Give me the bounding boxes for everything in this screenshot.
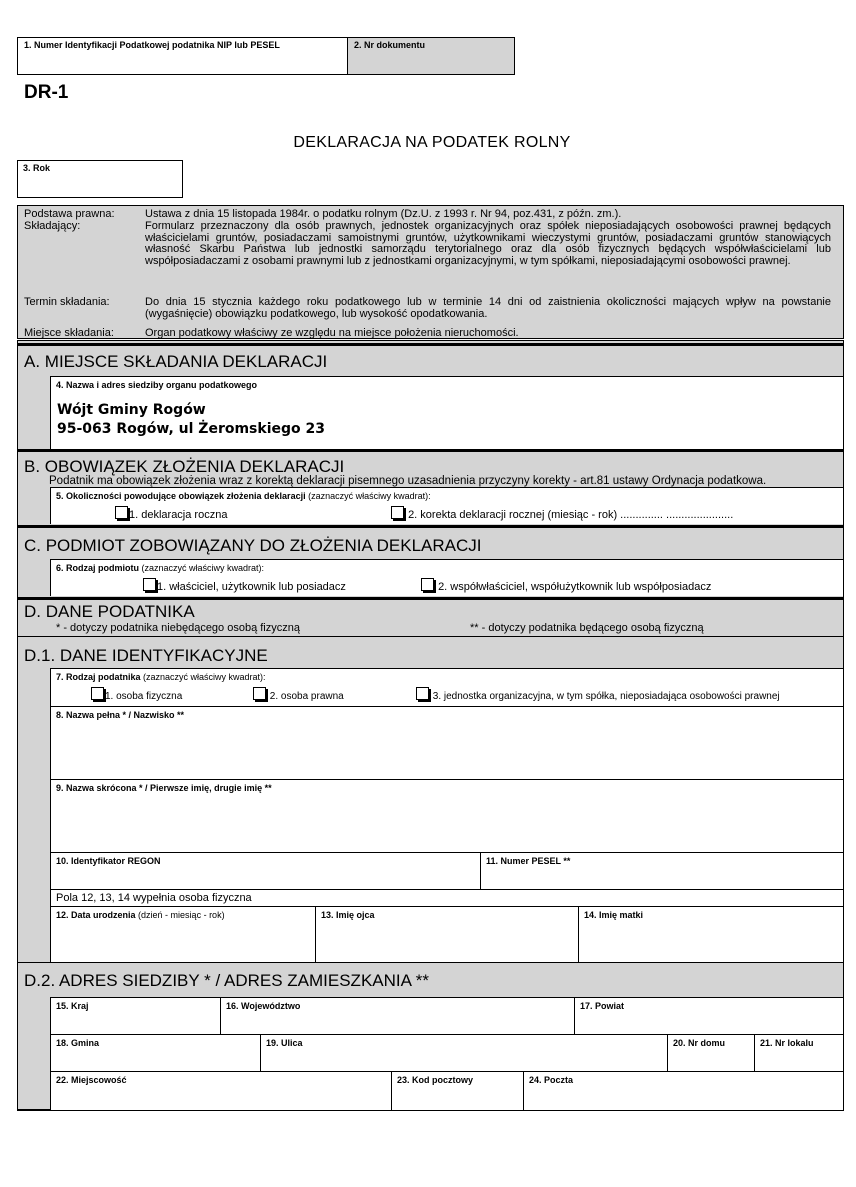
checkbox-icon[interactable] xyxy=(91,687,104,700)
info-box xyxy=(17,205,844,339)
option-organization[interactable]: 3. jednostka organizacyjna, w tym spółka, nieposiadająca osobowości prawnej xyxy=(416,687,780,702)
section-d2-title: D.2. ADRES SIEDZIBY * / ADRES ZAMIESZKANIA ** xyxy=(24,971,429,990)
note-non-natural: * - dotyczy podatnika niebędącego osobą fizyczną xyxy=(56,622,300,634)
section-d1-rule xyxy=(17,636,844,637)
year-label: 3. Rok xyxy=(23,163,51,173)
natural-person-note-row xyxy=(50,889,844,906)
pesel-field[interactable] xyxy=(480,852,844,889)
street-field[interactable] xyxy=(260,1034,667,1071)
county-field[interactable] xyxy=(574,997,844,1034)
street-label: 19. Ulica xyxy=(266,1038,303,1048)
voivodeship-label: 16. Województwo xyxy=(226,1001,301,1011)
short-name-label: 9. Nazwa skrócona * / Pierwsze imię, drugie imię ** xyxy=(56,783,272,793)
page-title: DEKLARACJA NA PODATEK ROLNY xyxy=(293,134,571,151)
form-frame-right xyxy=(843,340,844,1111)
checkbox-icon[interactable] xyxy=(416,687,429,700)
apartment-number-label: 21. Nr lokalu xyxy=(760,1038,814,1048)
place-text: Organ podatkowy właściwy ze względu na miejsce położenia nieruchomości. xyxy=(145,327,519,339)
section-c-rule xyxy=(17,525,844,528)
mother-name-label: 14. Imię matki xyxy=(584,910,644,920)
short-name-field[interactable] xyxy=(50,779,844,852)
nip-label: 1. Numer Identyfikacji Podatkowej podatnika NIP lub PESEL xyxy=(24,40,280,50)
entity-type-field xyxy=(50,559,844,596)
office-address: 95-063 Rogów, ul Żeromskiego 23 xyxy=(57,421,325,437)
checkbox-icon[interactable] xyxy=(115,506,128,519)
section-d-rule xyxy=(17,597,844,600)
regon-field[interactable] xyxy=(50,852,480,889)
form-frame-bottom xyxy=(17,1110,844,1111)
office-field[interactable] xyxy=(50,376,844,449)
taxpayer-type-field xyxy=(50,668,844,706)
full-name-label: 8. Nazwa pełna * / Nazwisko ** xyxy=(56,710,185,720)
birth-date-field[interactable] xyxy=(50,906,315,962)
circumstances-label: 5. Okoliczności powodujące obowiązek złożenia deklaracji (zaznaczyć właściwy kwadrat): xyxy=(56,491,431,501)
section-d-title: D. DANE PODATNIKA xyxy=(24,602,195,621)
option-correction[interactable]: 2. korekta deklaracji rocznej (miesiąc - rok) .............. ...................... xyxy=(391,506,733,521)
section-b-title: B. OBOWIĄZEK ZŁOŻENIA DEKLARACJI xyxy=(24,457,345,476)
deadline-label: Termin składania: xyxy=(24,296,110,308)
country-label: 15. Kraj xyxy=(56,1001,89,1011)
section-c-title: C. PODMIOT ZOBOWIĄZANY DO ZŁOŻENIA DEKLARACJI xyxy=(24,536,482,555)
option-natural-person[interactable]: 1. osoba fizyczna xyxy=(91,687,182,702)
country-field[interactable] xyxy=(50,997,220,1034)
father-name-label: 13. Imię ojca xyxy=(321,910,375,920)
option-legal-person[interactable]: 2. osoba prawna xyxy=(253,687,344,702)
option-owner[interactable]: 1. właściciel, użytkownik lub posiadacz xyxy=(143,578,346,593)
entity-type-label: 6. Rodzaj podmiotu (zaznaczyć właściwy kwadrat): xyxy=(56,563,265,573)
note-natural: ** - dotyczy podatnika będącego osobą fizyczną xyxy=(470,622,704,634)
postal-code-label: 23. Kod pocztowy xyxy=(397,1075,474,1085)
postal-code-field[interactable] xyxy=(391,1071,523,1110)
checkbox-icon[interactable] xyxy=(143,578,156,591)
circumstances-field xyxy=(50,487,844,524)
full-name-field[interactable] xyxy=(50,706,844,779)
section-a-rule xyxy=(17,343,844,346)
checkbox-icon[interactable] xyxy=(391,506,404,519)
natural-person-note: Pola 12, 13, 14 wypełnia osoba fizyczna xyxy=(56,892,252,904)
doc-number-field xyxy=(347,37,515,75)
nip-field[interactable] xyxy=(17,37,348,75)
checkbox-icon[interactable] xyxy=(421,578,434,591)
locality-field[interactable] xyxy=(50,1071,391,1110)
commune-field[interactable] xyxy=(50,1034,260,1071)
regon-label: 10. Identyfikator REGON xyxy=(56,856,161,866)
birth-date-label: 12. Data urodzenia (dzień - miesiąc - rok) xyxy=(56,910,225,920)
place-label: Miejsce składania: xyxy=(24,327,114,339)
county-label: 17. Powiat xyxy=(580,1001,625,1011)
filer-text: Formularz przeznaczony dla osób prawnych, jednostek organizacyjnych oraz spółek nieposiadających osobowości prawnej będących właścicielami gruntów, posiadaczami samoistnymi gruntów, użytkownikami wieczystymi gruntów, posiadaczami gruntów stanowiących własność Skarbu Państwa lub jednostki samorządu terytorialnego oraz dla osób fizycznych będących współwłaścicielami lub współposiadaczami z osobami prawnymi lub z jednostkami organizacyjnymi, w tym spółkami, nieposiadającymi osobowości prawnej. xyxy=(145,220,831,267)
taxpayer-type-label: 7. Rodzaj podatnika (zaznaczyć właściwy kwadrat): xyxy=(56,672,266,682)
post-office-field[interactable] xyxy=(523,1071,844,1110)
office-label: 4. Nazwa i adres siedziby organu podatkowego xyxy=(56,380,258,390)
house-number-field[interactable] xyxy=(667,1034,754,1071)
section-a-title: A. MIEJSCE SKŁADANIA DEKLARACJI xyxy=(24,352,328,371)
year-field[interactable] xyxy=(17,160,183,198)
locality-label: 22. Miejscowość xyxy=(56,1075,127,1085)
section-d2-rule xyxy=(17,962,844,963)
house-number-label: 20. Nr domu xyxy=(673,1038,726,1048)
filer-label: Składający: xyxy=(24,220,81,232)
checkbox-icon[interactable] xyxy=(253,687,266,700)
apartment-number-field[interactable] xyxy=(754,1034,844,1071)
section-b-note: Podatnik ma obowiązek złożenia wraz z korektą deklaracji pisemnego uzasadnienia przyczyny korekty - art.81 ustawy Ordynacja podatkowa. xyxy=(49,475,767,487)
legal-basis-label: Podstawa prawna: xyxy=(24,208,115,220)
option-annual[interactable]: 1. deklaracja roczna xyxy=(115,506,227,521)
option-co-owner[interactable]: 2. współwłaściciel, współużytkownik lub współposiadacz xyxy=(421,578,711,593)
voivodeship-field[interactable] xyxy=(220,997,574,1034)
office-name: Wójt Gminy Rogów xyxy=(57,402,206,418)
post-office-label: 24. Poczta xyxy=(529,1075,574,1085)
section-b-rule xyxy=(17,449,844,452)
mother-name-field[interactable] xyxy=(578,906,844,962)
section-d1-title: D.1. DANE IDENTYFIKACYJNE xyxy=(24,646,268,665)
form-code: DR-1 xyxy=(24,82,69,103)
deadline-text: Do dnia 15 stycznia każdego roku podatkowego lub w terminie 14 dni od zaistnienia okoliczności mających wpływ na powstanie (wygaśnięcie) obowiązku podatkowego, lub wysokość opodatkowania. xyxy=(145,296,831,320)
legal-basis-text: Ustawa z dnia 15 listopada 1984r. o podatku rolnym (Dz.U. z 1993 r. Nr 94, poz.431, z późn. zm.). xyxy=(145,208,622,220)
pesel-label: 11. Numer PESEL ** xyxy=(486,856,571,866)
commune-label: 18. Gmina xyxy=(56,1038,100,1048)
father-name-field[interactable] xyxy=(315,906,578,962)
doc-number-label: 2. Nr dokumentu xyxy=(354,40,426,50)
